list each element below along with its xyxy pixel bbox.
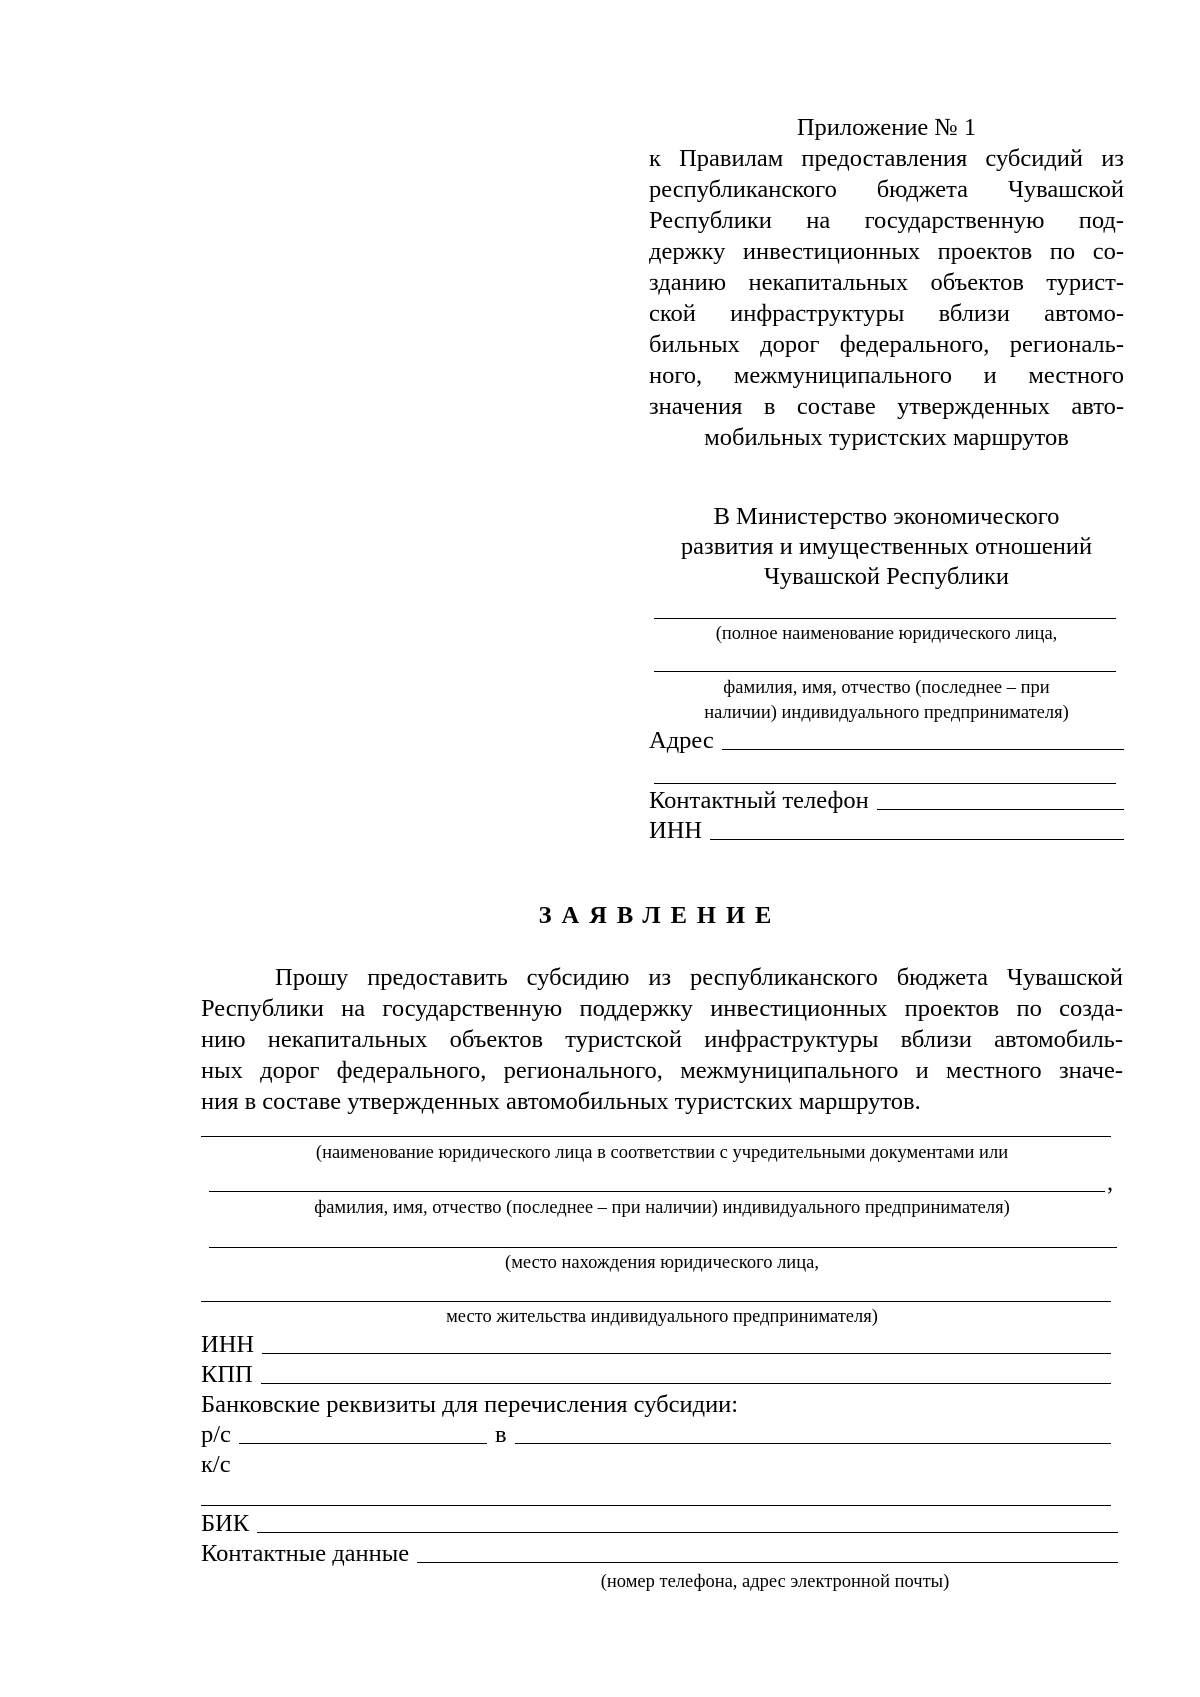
org-name-caption-2: фамилия, имя, отчество (последнее – при наличии) индивидуального предпринимателя) bbox=[314, 1198, 1010, 1218]
body-line: ных дорог федерального, регионального, межмуниципального и местного значе- bbox=[201, 1057, 1123, 1084]
body-line: ния в составе утвержденных автомобильных туристских маршрутов. bbox=[201, 1088, 921, 1115]
annex-line: зданию некапитальных объектов турист- bbox=[649, 269, 1124, 296]
bik-field[interactable] bbox=[257, 1532, 1118, 1533]
applicant-name-caption: (полное наименование юридического лица, bbox=[715, 624, 1058, 644]
annex-line: ской инфраструктуры вблизи автомо- bbox=[649, 300, 1124, 327]
address-field[interactable] bbox=[722, 749, 1124, 750]
rs-field[interactable] bbox=[239, 1443, 487, 1444]
location-field[interactable] bbox=[209, 1247, 1117, 1248]
kpp-row bbox=[201, 1360, 1111, 1390]
address-row bbox=[649, 726, 1124, 756]
ks-label: к/с bbox=[201, 1451, 231, 1478]
location-field-2[interactable] bbox=[201, 1301, 1111, 1302]
annex-line: мобильных туристских маршрутов bbox=[704, 424, 1069, 451]
annex-line: бильных дорог федерального, региональ- bbox=[649, 331, 1124, 358]
bik-row bbox=[201, 1509, 1118, 1539]
inn-field[interactable] bbox=[262, 1353, 1111, 1354]
annex-header bbox=[649, 112, 1124, 453]
rs-label: р/с bbox=[201, 1421, 231, 1448]
comma-mark: , bbox=[1107, 1169, 1114, 1196]
ks-row bbox=[201, 1450, 1111, 1480]
annex-line: ного, межмуниципального и местного bbox=[649, 362, 1124, 389]
applicant-fio-caption: фамилия, имя, отчество (последнее – при bbox=[723, 678, 1050, 698]
rs-row bbox=[201, 1420, 1111, 1450]
addressee-line: Чувашской Республики bbox=[763, 563, 1010, 590]
contacts-caption: (номер телефона, адрес электронной почты) bbox=[600, 1572, 950, 1592]
applicant-fio-caption: наличии) индивидуального предпринимателя) bbox=[704, 703, 1069, 723]
bank-heading-row bbox=[201, 1390, 1111, 1420]
inn-label: ИНН bbox=[201, 1331, 255, 1358]
org-name-caption: (наименование юридического лица в соответствии с учредительными документами или bbox=[315, 1143, 1009, 1163]
body-line: Прошу предоставить субсидию из республиканского бюджета Чувашской bbox=[275, 964, 1123, 991]
org-name-field[interactable] bbox=[201, 1136, 1111, 1137]
addressee-line: В Министерство экономического bbox=[713, 503, 1060, 530]
address-field-continued[interactable] bbox=[654, 783, 1116, 784]
bank-name-field[interactable] bbox=[515, 1443, 1111, 1444]
location-caption: (место нахождения юридического лица, bbox=[505, 1253, 819, 1273]
org-name-field-2[interactable] bbox=[209, 1191, 1105, 1192]
inn-field[interactable] bbox=[710, 839, 1124, 840]
bank-in-label: в bbox=[494, 1421, 507, 1448]
location-caption-2: место жительства индивидуального предпринимателя) bbox=[446, 1307, 878, 1327]
annex-line: держку инвестиционных проектов по со- bbox=[649, 238, 1124, 265]
body-line: Республики на государственную поддержку инвестиционных проектов по созда- bbox=[201, 995, 1123, 1022]
annex-line: значения в составе утвержденных авто- bbox=[649, 393, 1124, 420]
annex-line: к Правилам предоставления субсидий из bbox=[649, 145, 1124, 172]
inn-label: ИНН bbox=[649, 817, 703, 844]
annex-line: республиканского бюджета Чувашской bbox=[649, 176, 1124, 203]
annex-title: Приложение № 1 bbox=[796, 114, 977, 141]
body-paragraph bbox=[201, 962, 1123, 1117]
bik-label: БИК bbox=[201, 1510, 250, 1537]
bank-heading: Банковские реквизиты для перечисления субсидии: bbox=[201, 1391, 739, 1418]
kpp-field[interactable] bbox=[261, 1383, 1111, 1384]
ks-field[interactable] bbox=[201, 1505, 1111, 1506]
applicant-fio-field[interactable] bbox=[654, 671, 1116, 672]
document-title: ЗАЯВЛЕНИЕ bbox=[538, 902, 782, 929]
contacts-row bbox=[201, 1539, 1118, 1569]
phone-label: Контактный телефон bbox=[649, 787, 869, 814]
phone-row bbox=[649, 786, 1124, 816]
contacts-label: Контактные данные bbox=[201, 1540, 410, 1567]
inn-row bbox=[201, 1330, 1111, 1360]
contacts-field[interactable] bbox=[417, 1562, 1118, 1563]
address-label: Адрес bbox=[649, 727, 714, 754]
phone-field[interactable] bbox=[877, 809, 1124, 810]
addressee-line: развития и имущественных отношений bbox=[680, 533, 1093, 560]
annex-line: Республики на государственную под- bbox=[649, 207, 1124, 234]
body-line: нию некапитальных объектов туристской инфраструктуры вблизи автомобиль- bbox=[201, 1026, 1123, 1053]
inn-row-header bbox=[649, 816, 1124, 846]
addressee-block bbox=[649, 502, 1124, 592]
kpp-label: КПП bbox=[201, 1361, 253, 1388]
applicant-name-field[interactable] bbox=[654, 618, 1116, 619]
